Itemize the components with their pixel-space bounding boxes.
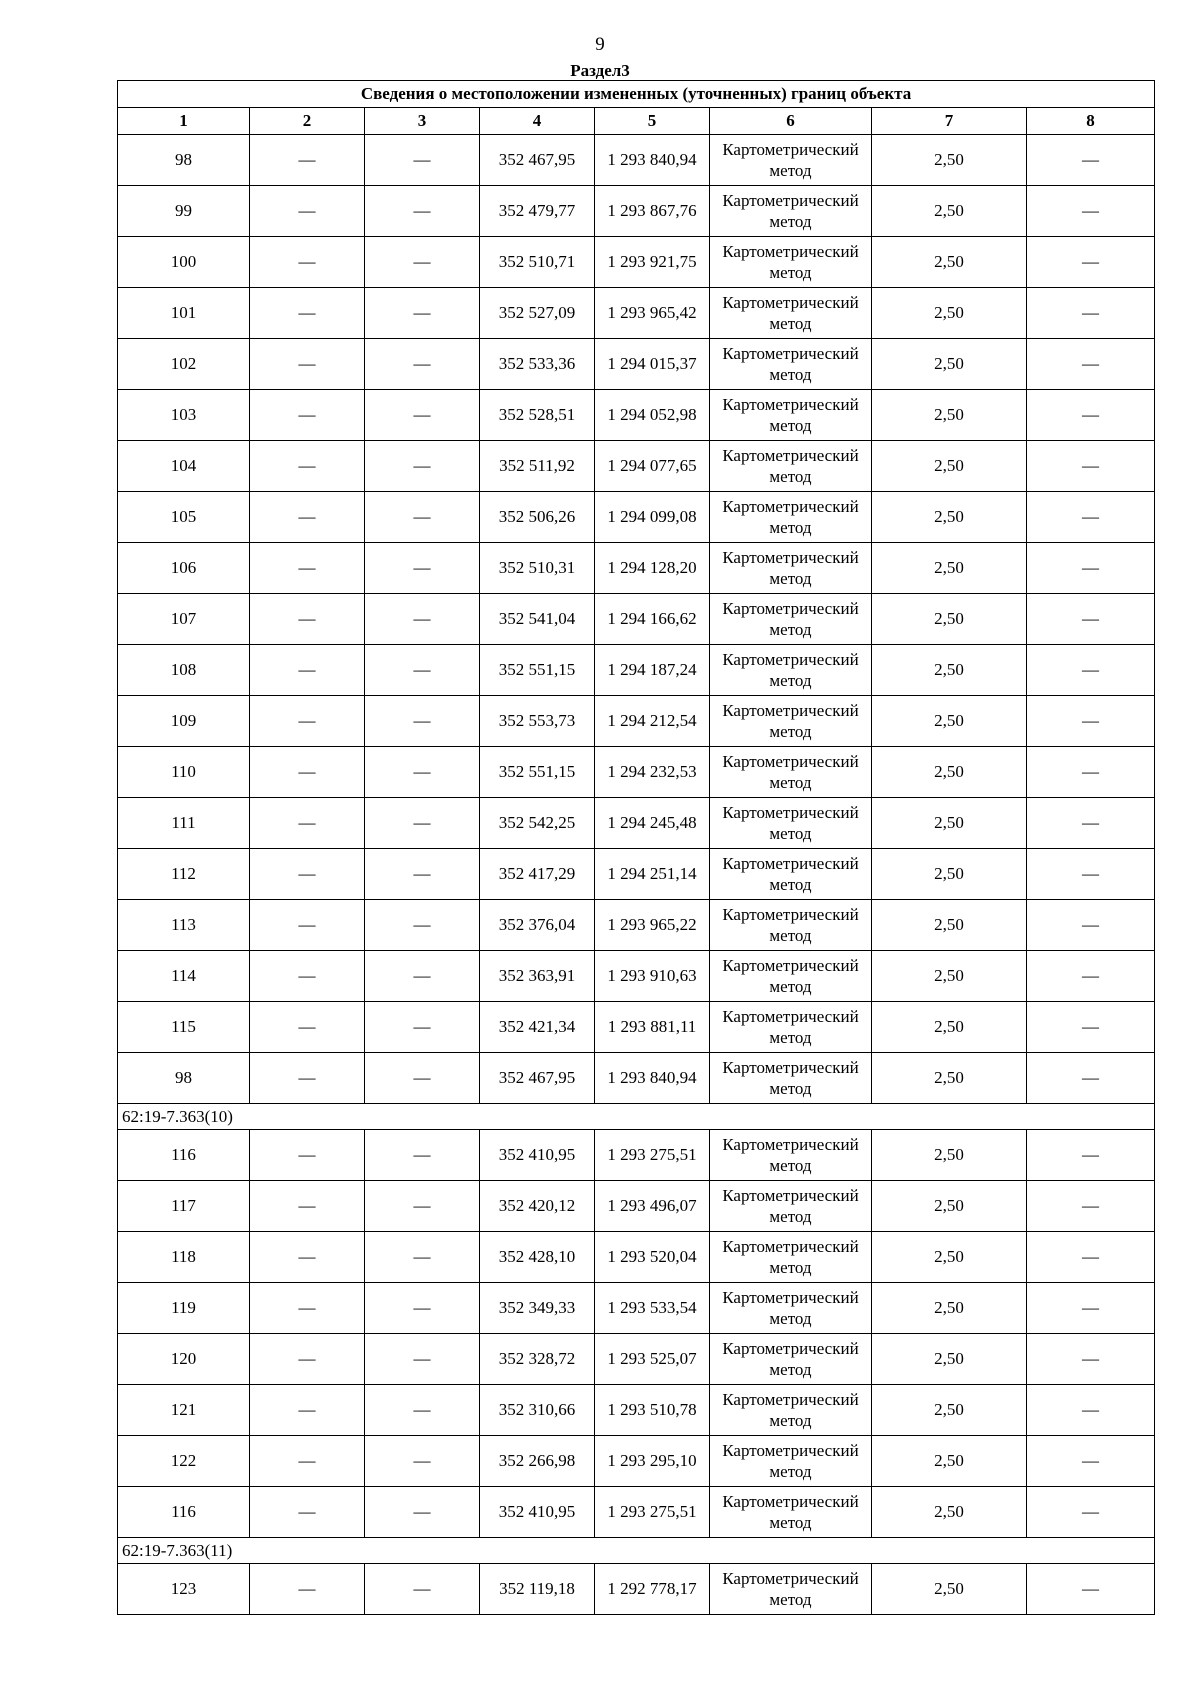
coord-y-cell: 1 293 533,54	[595, 1283, 710, 1334]
cadastral-number: 62:19-7.363(11)	[118, 1538, 1155, 1564]
method-cell: Картометрический метод	[710, 1385, 872, 1436]
cell-3: —	[365, 1436, 480, 1487]
coord-x-cell: 352 527,09	[480, 288, 595, 339]
accuracy-cell: 2,50	[872, 135, 1027, 186]
table-caption: Сведения о местоположении измененных (уточненных) границ объекта	[118, 81, 1155, 108]
method-cell: Картометрический метод	[710, 594, 872, 645]
cell-3: —	[365, 1130, 480, 1181]
table-row	[118, 1385, 1155, 1436]
coord-y-cell: 1 293 525,07	[595, 1334, 710, 1385]
accuracy-cell: 2,50	[872, 951, 1027, 1002]
coord-x-cell: 352 553,73	[480, 696, 595, 747]
method-cell: Картометрический метод	[710, 951, 872, 1002]
cell-2: —	[250, 747, 365, 798]
coord-x-cell: 352 510,31	[480, 543, 595, 594]
cell-8: —	[1027, 492, 1155, 543]
cell-2: —	[250, 1334, 365, 1385]
cell-3: —	[365, 441, 480, 492]
accuracy-cell: 2,50	[872, 1002, 1027, 1053]
method-cell: Картометрический метод	[710, 1232, 872, 1283]
cell-3: —	[365, 492, 480, 543]
accuracy-cell: 2,50	[872, 1385, 1027, 1436]
method-cell: Картометрический метод	[710, 900, 872, 951]
coord-y-cell: 1 293 965,22	[595, 900, 710, 951]
method-cell: Картометрический метод	[710, 339, 872, 390]
cell-8: —	[1027, 747, 1155, 798]
coord-x-cell: 352 528,51	[480, 390, 595, 441]
point-number-cell: 122	[118, 1436, 250, 1487]
cell-2: —	[250, 135, 365, 186]
cell-2: —	[250, 1564, 365, 1615]
cell-8: —	[1027, 1564, 1155, 1615]
cell-8: —	[1027, 1053, 1155, 1104]
cell-2: —	[250, 237, 365, 288]
table-row	[118, 798, 1155, 849]
accuracy-cell: 2,50	[872, 747, 1027, 798]
coord-y-cell: 1 294 187,24	[595, 645, 710, 696]
table-caption-row	[118, 81, 1155, 108]
cell-3: —	[365, 951, 480, 1002]
point-number-cell: 110	[118, 747, 250, 798]
cell-2: —	[250, 1283, 365, 1334]
coord-x-cell: 352 410,95	[480, 1487, 595, 1538]
cell-2: —	[250, 390, 365, 441]
point-number-cell: 100	[118, 237, 250, 288]
coord-x-cell: 352 467,95	[480, 1053, 595, 1104]
method-cell: Картометрический метод	[710, 1130, 872, 1181]
column-header: 7	[872, 108, 1027, 135]
cell-2: —	[250, 288, 365, 339]
boundary-coordinates-table	[117, 80, 1155, 1615]
cell-2: —	[250, 594, 365, 645]
coord-x-cell: 352 533,36	[480, 339, 595, 390]
cell-3: —	[365, 288, 480, 339]
table-row	[118, 1436, 1155, 1487]
table-row	[118, 1181, 1155, 1232]
cell-3: —	[365, 594, 480, 645]
table-row	[118, 1053, 1155, 1104]
coord-y-cell: 1 294 212,54	[595, 696, 710, 747]
accuracy-cell: 2,50	[872, 798, 1027, 849]
table-row	[118, 696, 1155, 747]
method-cell: Картометрический метод	[710, 441, 872, 492]
table-row	[118, 594, 1155, 645]
point-number-cell: 123	[118, 1564, 250, 1615]
accuracy-cell: 2,50	[872, 1283, 1027, 1334]
coord-y-cell: 1 293 840,94	[595, 135, 710, 186]
accuracy-cell: 2,50	[872, 1487, 1027, 1538]
coord-x-cell: 352 310,66	[480, 1385, 595, 1436]
cell-8: —	[1027, 696, 1155, 747]
cell-2: —	[250, 1232, 365, 1283]
cell-3: —	[365, 645, 480, 696]
method-cell: Картометрический метод	[710, 1181, 872, 1232]
cell-8: —	[1027, 900, 1155, 951]
point-number-cell: 121	[118, 1385, 250, 1436]
cell-8: —	[1027, 339, 1155, 390]
table-row	[118, 237, 1155, 288]
coord-x-cell: 352 467,95	[480, 135, 595, 186]
method-cell: Картометрический метод	[710, 1002, 872, 1053]
accuracy-cell: 2,50	[872, 390, 1027, 441]
cell-2: —	[250, 339, 365, 390]
point-number-cell: 120	[118, 1334, 250, 1385]
coord-x-cell: 352 328,72	[480, 1334, 595, 1385]
column-header: 8	[1027, 108, 1155, 135]
cell-3: —	[365, 543, 480, 594]
coord-x-cell: 352 506,26	[480, 492, 595, 543]
accuracy-cell: 2,50	[872, 1564, 1027, 1615]
method-cell: Картометрический метод	[710, 747, 872, 798]
cell-3: —	[365, 186, 480, 237]
cell-3: —	[365, 1283, 480, 1334]
accuracy-cell: 2,50	[872, 543, 1027, 594]
cell-3: —	[365, 1564, 480, 1615]
point-number-cell: 115	[118, 1002, 250, 1053]
table-row	[118, 1564, 1155, 1615]
section-title: Раздел3	[570, 61, 630, 80]
cell-2: —	[250, 1181, 365, 1232]
table-row	[118, 951, 1155, 1002]
coord-y-cell: 1 294 232,53	[595, 747, 710, 798]
method-cell: Картометрический метод	[710, 390, 872, 441]
cadastral-number: 62:19-7.363(10)	[118, 1104, 1155, 1130]
cell-2: —	[250, 492, 365, 543]
table-row	[118, 900, 1155, 951]
cell-3: —	[365, 390, 480, 441]
coord-x-cell: 352 551,15	[480, 747, 595, 798]
accuracy-cell: 2,50	[872, 900, 1027, 951]
method-cell: Картометрический метод	[710, 492, 872, 543]
cell-2: —	[250, 696, 365, 747]
table-row	[118, 339, 1155, 390]
method-cell: Картометрический метод	[710, 696, 872, 747]
table-row	[118, 1487, 1155, 1538]
coord-y-cell: 1 294 052,98	[595, 390, 710, 441]
cell-8: —	[1027, 951, 1155, 1002]
cell-3: —	[365, 339, 480, 390]
point-number-cell: 98	[118, 135, 250, 186]
accuracy-cell: 2,50	[872, 1130, 1027, 1181]
coord-y-cell: 1 294 245,48	[595, 798, 710, 849]
coord-y-cell: 1 293 921,75	[595, 237, 710, 288]
accuracy-cell: 2,50	[872, 645, 1027, 696]
coord-y-cell: 1 293 275,51	[595, 1487, 710, 1538]
point-number-cell: 117	[118, 1181, 250, 1232]
coord-y-cell: 1 294 128,20	[595, 543, 710, 594]
method-cell: Картометрический метод	[710, 186, 872, 237]
table-row	[118, 186, 1155, 237]
coord-x-cell: 352 551,15	[480, 645, 595, 696]
cell-3: —	[365, 798, 480, 849]
method-cell: Картометрический метод	[710, 543, 872, 594]
method-cell: Картометрический метод	[710, 237, 872, 288]
table-row	[118, 645, 1155, 696]
cell-8: —	[1027, 1334, 1155, 1385]
table-row	[118, 747, 1155, 798]
coord-x-cell: 352 479,77	[480, 186, 595, 237]
point-number-cell: 111	[118, 798, 250, 849]
column-number-row	[118, 108, 1155, 135]
coord-x-cell: 352 421,34	[480, 1002, 595, 1053]
coord-y-cell: 1 292 778,17	[595, 1564, 710, 1615]
accuracy-cell: 2,50	[872, 1232, 1027, 1283]
cell-3: —	[365, 1002, 480, 1053]
accuracy-cell: 2,50	[872, 339, 1027, 390]
coord-y-cell: 1 294 099,08	[595, 492, 710, 543]
method-cell: Картометрический метод	[710, 1334, 872, 1385]
point-number-cell: 105	[118, 492, 250, 543]
coord-y-cell: 1 294 077,65	[595, 441, 710, 492]
column-header: 1	[118, 108, 250, 135]
coord-y-cell: 1 293 520,04	[595, 1232, 710, 1283]
table-row	[118, 849, 1155, 900]
method-cell: Картометрический метод	[710, 645, 872, 696]
column-header: 3	[365, 108, 480, 135]
coord-x-cell: 352 417,29	[480, 849, 595, 900]
cell-2: —	[250, 1436, 365, 1487]
cell-3: —	[365, 237, 480, 288]
cell-8: —	[1027, 441, 1155, 492]
cell-8: —	[1027, 1232, 1155, 1283]
point-number-cell: 108	[118, 645, 250, 696]
accuracy-cell: 2,50	[872, 492, 1027, 543]
table-row	[118, 1130, 1155, 1181]
method-cell: Картометрический метод	[710, 1283, 872, 1334]
cell-2: —	[250, 849, 365, 900]
column-header: 4	[480, 108, 595, 135]
point-number-cell: 101	[118, 288, 250, 339]
point-number-cell: 98	[118, 1053, 250, 1104]
cell-8: —	[1027, 1385, 1155, 1436]
point-number-cell: 118	[118, 1232, 250, 1283]
cell-8: —	[1027, 237, 1155, 288]
method-cell: Картометрический метод	[710, 849, 872, 900]
coord-y-cell: 1 294 015,37	[595, 339, 710, 390]
cell-8: —	[1027, 645, 1155, 696]
method-cell: Картометрический метод	[710, 798, 872, 849]
accuracy-cell: 2,50	[872, 1053, 1027, 1104]
cell-2: —	[250, 1053, 365, 1104]
cell-3: —	[365, 849, 480, 900]
cell-2: —	[250, 1385, 365, 1436]
coord-y-cell: 1 293 881,11	[595, 1002, 710, 1053]
accuracy-cell: 2,50	[872, 1436, 1027, 1487]
cell-8: —	[1027, 849, 1155, 900]
accuracy-cell: 2,50	[872, 849, 1027, 900]
cell-3: —	[365, 1487, 480, 1538]
point-number-cell: 116	[118, 1487, 250, 1538]
method-cell: Картометрический метод	[710, 1564, 872, 1615]
cell-8: —	[1027, 543, 1155, 594]
table-row	[118, 1334, 1155, 1385]
cell-3: —	[365, 900, 480, 951]
cell-2: —	[250, 1487, 365, 1538]
accuracy-cell: 2,50	[872, 1334, 1027, 1385]
coord-x-cell: 352 349,33	[480, 1283, 595, 1334]
table-row	[118, 288, 1155, 339]
method-cell: Картометрический метод	[710, 1487, 872, 1538]
coord-y-cell: 1 293 295,10	[595, 1436, 710, 1487]
column-header: 6	[710, 108, 872, 135]
coord-y-cell: 1 293 867,76	[595, 186, 710, 237]
table-row	[118, 543, 1155, 594]
point-number-cell: 116	[118, 1130, 250, 1181]
cell-2: —	[250, 798, 365, 849]
cell-3: —	[365, 1232, 480, 1283]
coord-x-cell: 352 266,98	[480, 1436, 595, 1487]
cell-3: —	[365, 1053, 480, 1104]
coord-y-cell: 1 293 965,42	[595, 288, 710, 339]
coord-x-cell: 352 363,91	[480, 951, 595, 1002]
coord-y-cell: 1 293 910,63	[595, 951, 710, 1002]
table-row	[118, 1232, 1155, 1283]
accuracy-cell: 2,50	[872, 1181, 1027, 1232]
coord-x-cell: 352 410,95	[480, 1130, 595, 1181]
column-header: 5	[595, 108, 710, 135]
coord-y-cell: 1 294 251,14	[595, 849, 710, 900]
point-number-cell: 119	[118, 1283, 250, 1334]
cell-8: —	[1027, 1436, 1155, 1487]
table-row	[118, 441, 1155, 492]
accuracy-cell: 2,50	[872, 288, 1027, 339]
point-number-cell: 112	[118, 849, 250, 900]
cell-2: —	[250, 1130, 365, 1181]
point-number-cell: 99	[118, 186, 250, 237]
accuracy-cell: 2,50	[872, 696, 1027, 747]
method-cell: Картометрический метод	[710, 288, 872, 339]
cell-2: —	[250, 543, 365, 594]
table-row	[118, 1283, 1155, 1334]
coord-x-cell: 352 541,04	[480, 594, 595, 645]
accuracy-cell: 2,50	[872, 441, 1027, 492]
group-header-row	[118, 1538, 1155, 1564]
cell-3: —	[365, 696, 480, 747]
coord-x-cell: 352 428,10	[480, 1232, 595, 1283]
point-number-cell: 102	[118, 339, 250, 390]
cell-8: —	[1027, 288, 1155, 339]
accuracy-cell: 2,50	[872, 237, 1027, 288]
accuracy-cell: 2,50	[872, 186, 1027, 237]
coord-x-cell: 352 420,12	[480, 1181, 595, 1232]
coord-y-cell: 1 293 496,07	[595, 1181, 710, 1232]
cell-2: —	[250, 645, 365, 696]
cell-3: —	[365, 747, 480, 798]
cell-8: —	[1027, 135, 1155, 186]
point-number-cell: 103	[118, 390, 250, 441]
cell-2: —	[250, 951, 365, 1002]
cell-8: —	[1027, 798, 1155, 849]
point-number-cell: 107	[118, 594, 250, 645]
cell-8: —	[1027, 1181, 1155, 1232]
method-cell: Картометрический метод	[710, 1436, 872, 1487]
table-body	[118, 81, 1155, 1615]
point-number-cell: 113	[118, 900, 250, 951]
cell-3: —	[365, 135, 480, 186]
column-header: 2	[250, 108, 365, 135]
point-number-cell: 106	[118, 543, 250, 594]
group-header-row	[118, 1104, 1155, 1130]
cell-2: —	[250, 441, 365, 492]
coord-y-cell: 1 293 275,51	[595, 1130, 710, 1181]
point-number-cell: 104	[118, 441, 250, 492]
page-number: 9	[595, 34, 605, 55]
cell-8: —	[1027, 186, 1155, 237]
cell-2: —	[250, 900, 365, 951]
accuracy-cell: 2,50	[872, 594, 1027, 645]
point-number-cell: 114	[118, 951, 250, 1002]
coord-x-cell: 352 511,92	[480, 441, 595, 492]
cell-8: —	[1027, 1283, 1155, 1334]
method-cell: Картометрический метод	[710, 135, 872, 186]
cell-2: —	[250, 1002, 365, 1053]
coord-y-cell: 1 293 510,78	[595, 1385, 710, 1436]
coord-x-cell: 352 542,25	[480, 798, 595, 849]
method-cell: Картометрический метод	[710, 1053, 872, 1104]
cell-8: —	[1027, 594, 1155, 645]
cell-2: —	[250, 186, 365, 237]
cell-8: —	[1027, 1130, 1155, 1181]
table-row	[118, 135, 1155, 186]
cell-3: —	[365, 1385, 480, 1436]
table-row	[118, 492, 1155, 543]
coord-x-cell: 352 119,18	[480, 1564, 595, 1615]
coord-y-cell: 1 294 166,62	[595, 594, 710, 645]
cell-8: —	[1027, 390, 1155, 441]
coord-x-cell: 352 376,04	[480, 900, 595, 951]
point-number-cell: 109	[118, 696, 250, 747]
coord-y-cell: 1 293 840,94	[595, 1053, 710, 1104]
cell-8: —	[1027, 1487, 1155, 1538]
coord-x-cell: 352 510,71	[480, 237, 595, 288]
cell-8: —	[1027, 1002, 1155, 1053]
table-row	[118, 390, 1155, 441]
table-row	[118, 1002, 1155, 1053]
cell-3: —	[365, 1334, 480, 1385]
cell-3: —	[365, 1181, 480, 1232]
